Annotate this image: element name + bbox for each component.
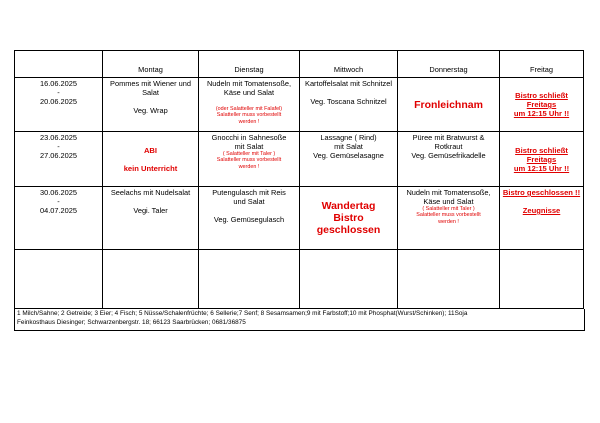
dish-line: Rotkraut — [434, 142, 463, 151]
monday-cell — [103, 187, 199, 250]
veg-dish: Veg. Gemüsefrikadelle — [411, 151, 486, 160]
veg-dish: Veg. Gemüselasagne — [313, 151, 384, 160]
empty-cell — [15, 250, 103, 309]
holiday-label: Fronleichnam — [414, 98, 483, 111]
friday-cell — [500, 187, 584, 250]
preorder-note-end: werden ! — [238, 163, 260, 170]
week-dates — [15, 78, 103, 132]
report-cards-label: Zeugnisse — [522, 206, 561, 215]
bistro-closed-notice: Bistro geschlossen !! — [502, 188, 581, 197]
footer-legend — [14, 309, 585, 331]
veg-dish: Vegi. Taler — [133, 206, 168, 215]
header-wednesday: Mittwoch — [300, 51, 398, 78]
hiking-day-label: Wandertag — [321, 200, 376, 212]
thursday-cell — [398, 78, 500, 132]
date-from: 16.06.2025 — [40, 79, 77, 88]
empty-cell — [398, 250, 500, 309]
week-row — [15, 78, 584, 132]
date-dash: - — [57, 197, 60, 206]
week-row — [15, 132, 584, 187]
dish-line: Putengulasch mit Reis — [212, 188, 286, 197]
dish-line: Lassagne ( Rind) — [320, 133, 377, 142]
allergen-legend: 1 Milch/Sahne; 2 Getreide; 3 Eier; 4 Fisch; 5 Nüsse/Schalenfrüchte; 6 Sellerie;7 Senf; 8 Sesamsamen;9 mit Farbstoff;10 mit Phosphat(Wurst/Schinken); 11Soja — [17, 310, 468, 317]
salad-note: (oder Salatteller mit Falafel) — [215, 106, 283, 112]
monday-cell — [103, 132, 199, 187]
tuesday-cell — [199, 78, 300, 132]
dish-line: Salat — [142, 88, 159, 97]
empty-cell — [103, 250, 199, 309]
date-from: 30.06.2025 — [40, 188, 77, 197]
dish-line: und Salat — [233, 197, 265, 206]
dish-line: Nudeln mit Tomatensoße, — [206, 79, 292, 88]
veg-dish: Veg. Toscana Schnitzel — [310, 97, 387, 106]
dish-line: Nudeln mit Tomatensoße, — [406, 188, 491, 197]
wednesday-cell — [300, 78, 398, 132]
dish-line: mit Salat — [334, 142, 363, 151]
preorder-note-end: werden ! — [238, 118, 260, 125]
empty-row — [15, 250, 584, 309]
dish-line: Püree mit Bratwurst & — [412, 133, 485, 142]
empty-cell — [300, 250, 398, 309]
date-to: 27.06.2025 — [40, 151, 77, 160]
date-to: 20.06.2025 — [40, 97, 77, 106]
thursday-cell — [398, 187, 500, 250]
preorder-note: Salatteller muss vorbestellt — [216, 112, 282, 119]
thursday-cell — [398, 132, 500, 187]
bistro-closed-label: Bistro geschlossen — [316, 212, 381, 236]
header-friday: Freitag — [500, 51, 584, 78]
wednesday-cell — [300, 132, 398, 187]
dish-line: Käse und Salat — [223, 88, 275, 97]
salad-note: ( Salatteller mit Taler ) — [422, 206, 475, 212]
salad-note: ( Salatteller mit Taler ) — [222, 151, 276, 157]
friday-cell — [500, 78, 584, 132]
closing-notice: Bistro schließt Freitags — [515, 91, 568, 109]
dish-line: Kartoffelsalat mit Schnitzel — [305, 79, 392, 88]
date-dash: - — [57, 142, 60, 151]
header-thursday: Donnerstag — [398, 51, 500, 78]
week-dates — [15, 187, 103, 250]
header-tuesday: Dienstag — [199, 51, 300, 78]
veg-dish: Veg. Wrap — [133, 106, 168, 115]
veg-dish: Veg. Gemüsegulasch — [213, 215, 285, 224]
menu-table — [14, 50, 584, 309]
preorder-note-end: werden ! — [438, 218, 459, 225]
week-dates — [15, 132, 103, 187]
empty-cell — [500, 250, 584, 309]
header-row — [15, 51, 584, 78]
closing-time: um 12:15 Uhr !! — [513, 163, 570, 173]
header-corner — [15, 51, 103, 78]
dish-line: Seelachs mit Nudelsalat — [110, 188, 191, 197]
menu-sheet — [14, 50, 583, 331]
closing-time: um 12:15 Uhr !! — [513, 109, 570, 118]
caterer-address: Feinkosthaus Diesinger; Schwarzenbergstr. 18; 66123 Saarbrücken; 0681/36875 — [17, 318, 246, 326]
dish-line: mit Salat — [234, 142, 264, 151]
dish-line: Käse und Salat — [423, 197, 474, 206]
abi-label: ABI — [143, 145, 158, 155]
dish-line: Pommes mit Wiener und — [110, 79, 191, 88]
wednesday-cell — [300, 187, 398, 250]
tuesday-cell — [199, 187, 300, 250]
no-class-label: kein Unterricht — [123, 163, 178, 173]
empty-cell — [199, 250, 300, 309]
dish-line: Gnocchi in Sahnesoße — [211, 133, 287, 142]
week-row — [15, 187, 584, 250]
header-monday: Montag — [103, 51, 199, 78]
date-dash: - — [57, 88, 60, 97]
friday-cell — [500, 132, 584, 187]
preorder-note: Salatteller muss vorbestellt — [216, 157, 282, 164]
date-to: 04.07.2025 — [40, 206, 77, 215]
date-from: 23.06.2025 — [40, 133, 77, 142]
preorder-note: Salatteller muss vorbestellt — [416, 212, 481, 219]
closing-notice: Bistro schließt Freitags — [515, 145, 568, 164]
monday-cell — [103, 78, 199, 132]
tuesday-cell — [199, 132, 300, 187]
